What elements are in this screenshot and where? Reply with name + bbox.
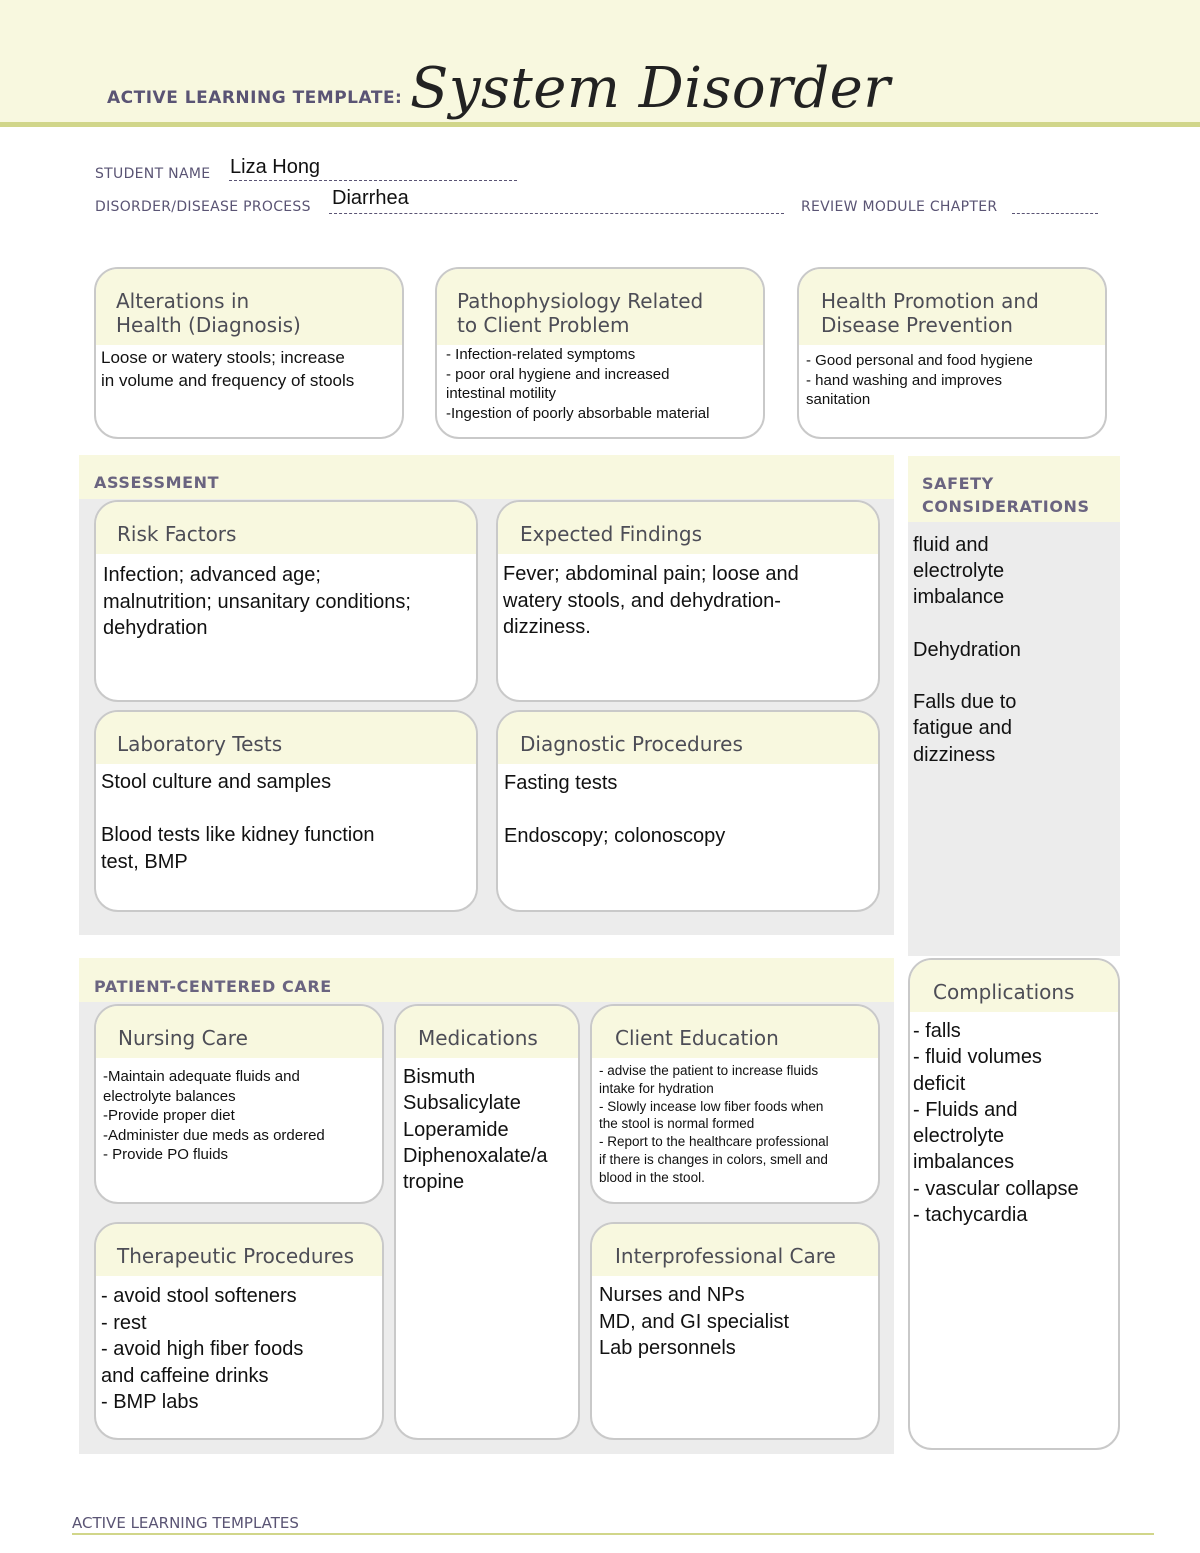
card-title: Expected Findings [498,502,878,554]
card-body[interactable]: Infection; advanced age; malnutrition; unsanitary conditions; dehydration [103,564,411,639]
card-body[interactable]: Loose or watery stools; increase in volume and frequency of stools [101,348,355,390]
header-rule [0,122,1200,127]
card-nursing-care [94,1004,384,1204]
card-body[interactable]: -Maintain adequate fluids and electrolyte balances -Provide proper diet -Administer due meds as ordered - Provide PO fluids [103,1068,325,1163]
card-pathophysiology [435,267,765,439]
safety-label: SAFETY CONSIDERATIONS [922,474,1090,516]
card-complications [908,958,1120,1450]
card-title: Risk Factors [96,502,476,554]
card-body[interactable]: - advise the patient to increase fluids intake for hydration - Slowly incease low fiber foods when the stool is normal formed - Report to the healthcare professional if there is changes in colors, smell and blood in the stool. [599,1063,829,1185]
card-medications [394,1004,580,1440]
review-chapter-label: REVIEW MODULE CHAPTER [801,199,998,215]
review-chapter-line[interactable] [1012,213,1098,214]
card-body[interactable]: - Infection-related symptoms - poor oral hygiene and increased intestinal motility -Ingestion of poorly absorbable material [446,346,710,422]
student-name-label: STUDENT NAME [95,166,211,182]
card-title: Client Education [592,1006,878,1058]
card-title: Complications [910,960,1118,1012]
template-label: ACTIVE LEARNING TEMPLATE: [107,88,403,108]
card-client-education [590,1004,880,1204]
disorder-value[interactable]: Diarrhea [332,187,409,209]
disorder-line [329,213,784,214]
card-title: Laboratory Tests [96,712,476,764]
card-body[interactable]: - falls - fluid volumes deficit - Fluids and electrolyte imbalances - vascular collapse - tachycardia [913,1020,1079,1227]
card-alterations-in-health [94,267,404,439]
card-body[interactable]: Nurses and NPs MD, and GI specialist Lab personnels [599,1284,790,1359]
card-health-promotion [797,267,1107,439]
student-name-line [229,180,517,181]
card-title: Health Promotion and Disease Prevention [799,269,1105,345]
safety-body[interactable]: fluid and electrolyte imbalance Dehydration Falls due to fatigue and dizziness [913,534,1021,766]
card-body[interactable]: Fever; abdominal pain; loose and watery stools, and dehydration- dizziness. [503,563,799,638]
card-body[interactable]: - avoid stool softeners - rest - avoid high fiber foods and caffeine drinks - BMP labs [101,1285,304,1413]
card-therapeutic-procedures [94,1222,384,1440]
footer-rule [72,1533,1154,1535]
template-title: System Disorder [410,56,891,121]
assessment-label: ASSESSMENT [94,473,220,492]
card-expected-findings [496,500,880,702]
card-laboratory-tests [94,710,478,912]
card-title: Nursing Care [96,1006,382,1058]
card-title: Pathophysiology Related to Client Problem [437,269,763,345]
card-body[interactable]: Bismuth Subsalicylate Loperamide Diphenoxalate/a tropine [403,1066,548,1194]
footer-label: ACTIVE LEARNING TEMPLATES [72,1514,299,1532]
card-title: Medications [396,1006,578,1058]
card-risk-factors [94,500,478,702]
card-title: Diagnostic Procedures [498,712,878,764]
card-body[interactable]: Fasting tests Endoscopy; colonoscopy [504,772,726,847]
card-interprofessional-care [590,1222,880,1440]
student-name-value[interactable]: Liza Hong [230,156,321,178]
card-body[interactable]: Stool culture and samples Blood tests like kidney function test, BMP [101,771,375,873]
card-title: Alterations in Health (Diagnosis) [96,269,402,345]
card-body[interactable]: - Good personal and food hygiene - hand washing and improves sanitation [806,352,1033,408]
card-title: Therapeutic Procedures [96,1224,382,1276]
card-title: Interprofessional Care [592,1224,878,1276]
card-diagnostic-procedures [496,710,880,912]
disorder-label: DISORDER/DISEASE PROCESS [95,199,311,215]
patient-care-label: PATIENT-CENTERED CARE [94,977,332,996]
